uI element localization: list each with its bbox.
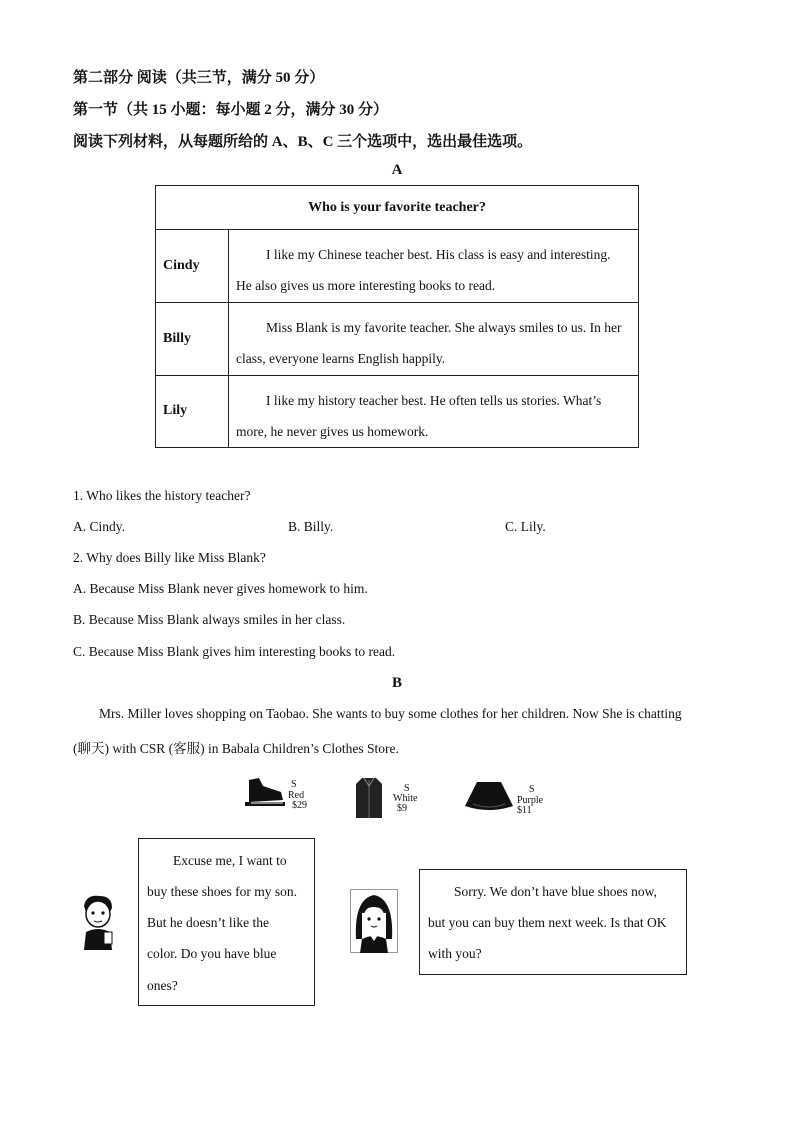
teacher-table	[155, 185, 639, 448]
product-price: $9	[397, 803, 407, 814]
row-line: I like my history teacher best. He often tells us stories. What’s	[266, 393, 602, 408]
q1-stem: 1. Who likes the history teacher?	[73, 488, 251, 503]
message-line: buy these shoes for my son.	[147, 884, 297, 899]
row-text	[236, 239, 632, 301]
message-line: ones?	[147, 978, 178, 993]
passage-a-letter: A	[391, 162, 403, 178]
q2-option-b: B. Because Miss Blank always smiles in her class.	[73, 612, 346, 627]
q1-option-b: B. Billy.	[288, 519, 334, 534]
csr-avatar-icon	[350, 889, 398, 953]
product-color: Red	[288, 790, 305, 801]
q2-option-c: C. Because Miss Blank gives him interesting books to read.	[73, 644, 396, 659]
intro-line-1: Mrs. Miller loves shopping on Taobao. She wants to buy some clothes for her children. Now She is chatting	[99, 706, 682, 721]
q1-option-a: A. Cindy.	[73, 519, 126, 534]
student-name: Lily	[156, 375, 229, 447]
row-line: Miss Blank is my favorite teacher. She always smiles to us. In her	[266, 320, 622, 335]
student-name: Cindy	[156, 229, 229, 302]
row-line: class, everyone learns English happily.	[236, 351, 446, 366]
product-price: $11	[517, 805, 532, 816]
q1-option-c: C. Lily.	[505, 519, 546, 534]
message-line: with you?	[428, 946, 482, 961]
message-line: Sorry. We don’t have blue shoes now,	[454, 884, 657, 899]
product-size: S	[291, 779, 297, 790]
message-line: Excuse me, I want to	[173, 853, 287, 868]
q2-option-a: A. Because Miss Blank never gives homework to him.	[73, 581, 368, 596]
shoes-icon	[243, 776, 287, 808]
passage-b-letter: B	[391, 675, 402, 691]
table-row	[156, 302, 638, 376]
intro-line-2: (聊天) with CSR (客服) in Babala Children’s Clothes Store.	[73, 741, 399, 756]
coat-icon	[352, 776, 386, 820]
customer-avatar-icon	[78, 892, 118, 950]
message-line: color. Do you have blue	[147, 946, 277, 961]
product-size: S	[529, 784, 535, 795]
q2-stem: 2. Why does Billy like Miss Blank?	[73, 550, 266, 565]
message-line: but you can buy them next week. Is that OK	[428, 915, 667, 930]
row-line: He also gives us more interesting books to read.	[236, 278, 496, 293]
student-name: Billy	[156, 302, 229, 375]
product-price: $29	[292, 800, 307, 811]
section-heading: 第一节（共 15 小题：每小题 2 分，满分 30 分）	[73, 102, 389, 118]
row-line: more, he never gives us homework.	[236, 424, 429, 439]
table-title: Who is your favorite teacher?	[156, 186, 638, 230]
table-row	[156, 229, 638, 303]
table-row	[156, 375, 638, 447]
csr-message-box	[419, 869, 687, 975]
product-size: S	[404, 783, 410, 794]
part-heading: 第二部分 阅读（共三节，满分 50 分）	[73, 70, 325, 86]
skirt-icon	[463, 780, 515, 814]
customer-message-box	[138, 838, 315, 1006]
product-color: Purple	[517, 795, 544, 806]
row-line: I like my Chinese teacher best. His class is easy and interesting.	[266, 247, 611, 262]
message-line: But he doesn’t like the	[147, 915, 269, 930]
product-color: White	[393, 793, 418, 804]
row-text	[236, 385, 632, 447]
instruction: 阅读下列材料，从每题所给的 A、B、C 三个选项中，选出最佳选项。	[73, 134, 533, 150]
row-text	[236, 312, 632, 374]
